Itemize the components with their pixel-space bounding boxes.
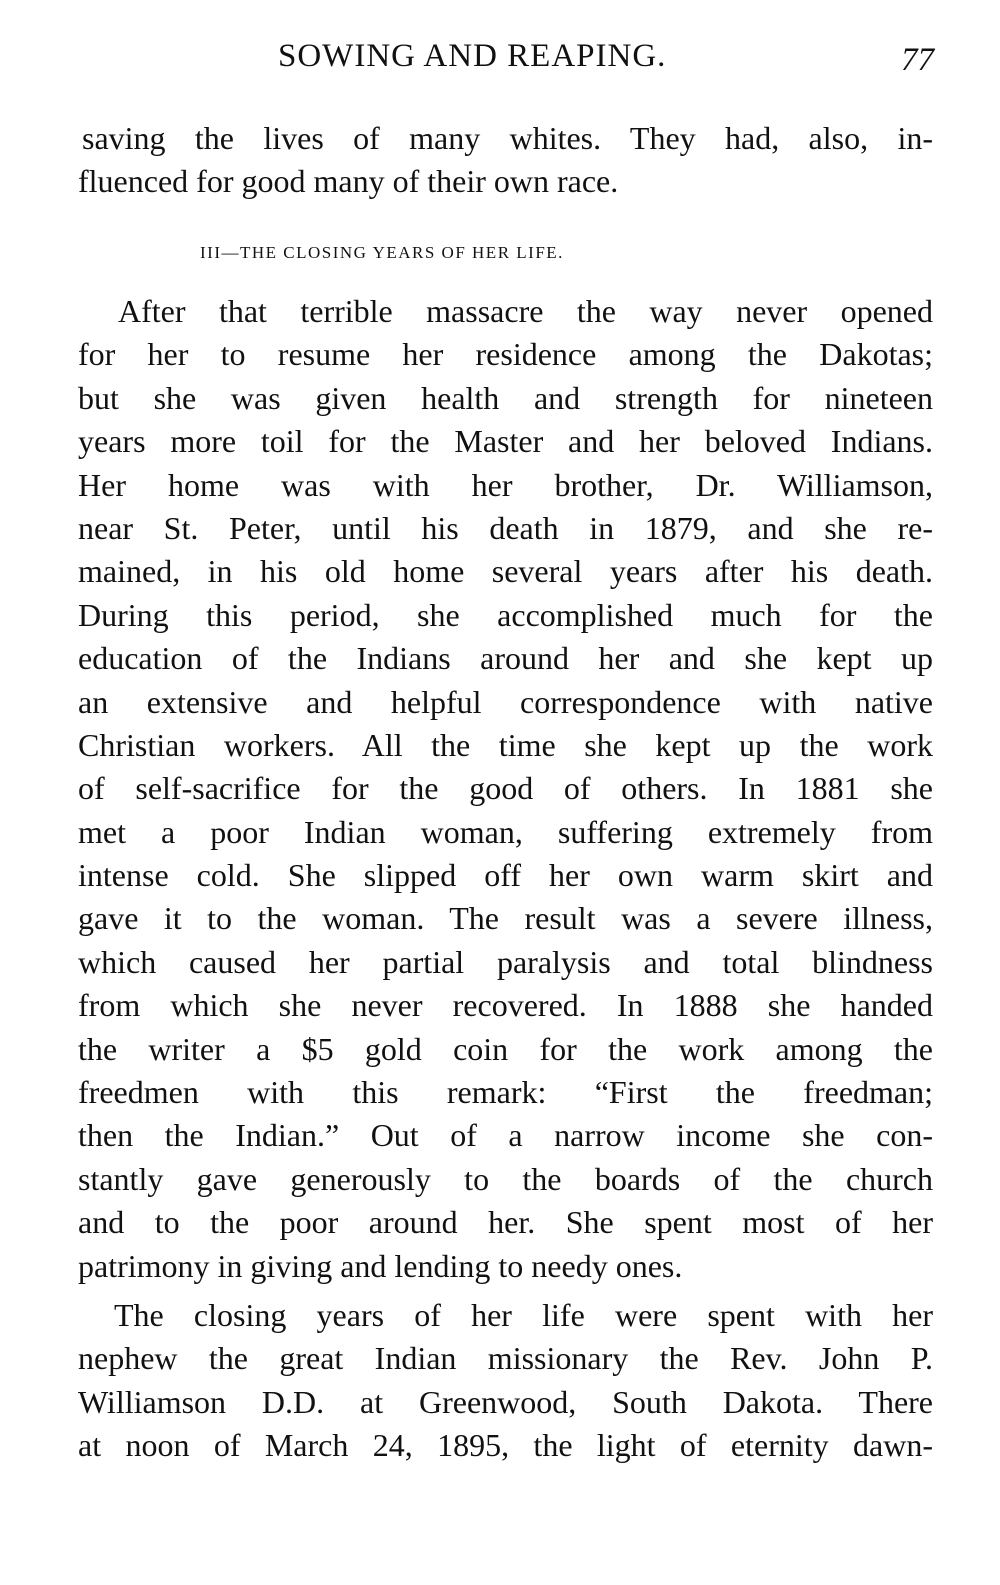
text-line: years more toil for the Master and her beloved Indians. [78, 423, 933, 460]
text-line: stantly gave generously to the boards of the church [78, 1160, 933, 1197]
text-line: met a poor Indian woman, suffering extremely from [78, 813, 933, 850]
text-line: mained, in his old home several years after his death. [78, 553, 933, 590]
text-line: saving the lives of many whites. They had, also, in- [82, 120, 933, 156]
page-number: 77 [901, 42, 934, 78]
text-line: but she was given health and strength for nineteen [78, 379, 933, 416]
text-line: the writer a $5 gold coin for the work among the [78, 1030, 933, 1067]
running-head: SOWING AND REAPING. [278, 38, 667, 74]
text-line: near St. Peter, until his death in 1879, and she re- [78, 509, 933, 546]
text-line: Williamson D.D. at Greenwood, South Dakota. There [78, 1383, 933, 1420]
text-line: Her home was with her brother, Dr. Williamson, [78, 466, 933, 503]
text-line: fluenced for good many of their own race. [78, 163, 619, 200]
text-line: intense cold. She slipped off her own warm skirt and [78, 857, 933, 894]
page-header [78, 38, 938, 88]
text-line: education of the Indians around her and she kept up [78, 640, 933, 677]
text-line: from which she never recovered. In 1888 she handed [78, 987, 933, 1024]
text-line: During this period, she accomplished much for the [78, 596, 933, 633]
section-heading: III—THE CLOSING YEARS OF HER LIFE. [200, 243, 564, 262]
text-line: for her to resume her residence among the Dakotas; [78, 336, 933, 373]
paragraph [78, 290, 933, 1288]
text-line: The closing years of her life were spent with her [114, 1297, 933, 1333]
text-line: of self-sacrifice for the good of others. In 1881 she [78, 770, 933, 807]
text-line: then the Indian.” Out of a narrow income she con- [78, 1117, 933, 1154]
text-line: and to the poor around her. She spent most of her [78, 1204, 933, 1241]
text-line: nephew the great Indian missionary the Rev. John P. [78, 1340, 933, 1377]
paragraph [78, 1294, 933, 1468]
text-line: which caused her partial paralysis and total blindness [78, 943, 933, 980]
text-line: patrimony in giving and lending to needy ones. [78, 1247, 683, 1284]
text-line: an extensive and helpful correspondence with native [78, 683, 933, 720]
text-line: After that terrible massacre the way never opened [118, 293, 933, 329]
text-line: gave it to the woman. The result was a severe illness, [78, 900, 933, 937]
text-line: freedmen with this remark: “First the freedman; [78, 1074, 933, 1111]
text-line: Christian workers. All the time she kept up the work [78, 726, 933, 763]
continuation-text [78, 117, 933, 204]
text-line: at noon of March 24, 1895, the light of eternity dawn- [78, 1427, 933, 1464]
